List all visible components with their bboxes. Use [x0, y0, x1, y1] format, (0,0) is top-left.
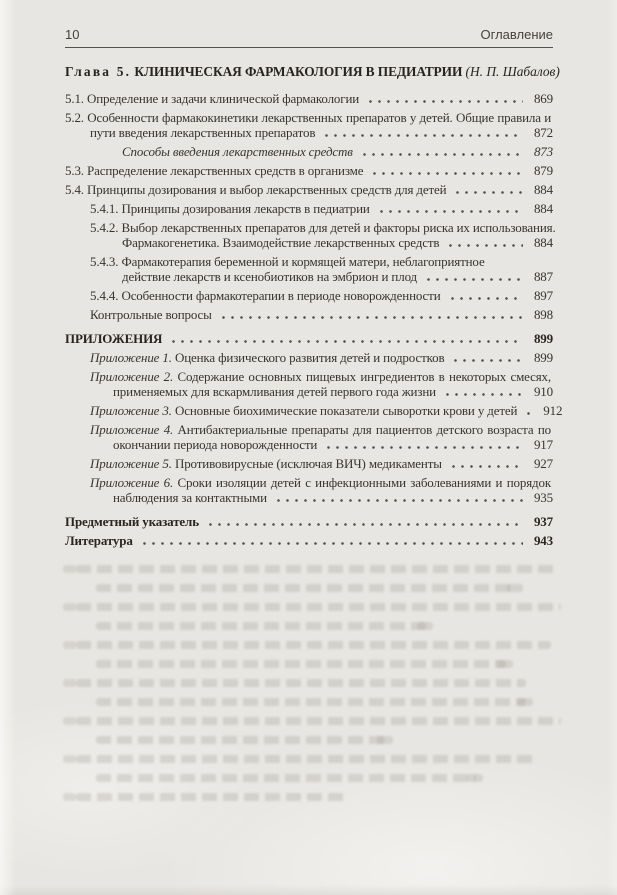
- toc-text: ПРИЛОЖЕНИЯ: [65, 331, 163, 346]
- ghost-text-line: [76, 679, 526, 687]
- toc-text: Приложение 5. Противовирусные (исключая ВИЧ) медикаменты: [90, 456, 442, 471]
- page-header: [65, 27, 553, 47]
- toc-entry: [65, 163, 553, 178]
- page-ref: 869: [533, 91, 553, 106]
- toc-lead: Приложение 5.: [90, 456, 172, 471]
- header-rule: [65, 47, 553, 48]
- toc-text: Приложение 2. Содержание основных пищевых ингредиентов в некоторых смесях,: [90, 369, 551, 384]
- page-ref: 879: [533, 163, 553, 178]
- ghost-text-line: [96, 622, 426, 630]
- page-ref: 899: [533, 331, 553, 346]
- ghost-text-line: [76, 641, 551, 649]
- toc-line: [65, 437, 553, 452]
- toc-line: [65, 163, 553, 178]
- dot-leader: [219, 308, 523, 321]
- toc-entry: [65, 514, 553, 529]
- toc-line: [65, 475, 553, 490]
- dot-leader: [451, 351, 523, 364]
- toc-line: [65, 307, 553, 322]
- chapter-heading: [65, 64, 560, 80]
- toc-line: [65, 403, 563, 418]
- toc-entry: [65, 182, 553, 197]
- toc-entry: [65, 220, 556, 250]
- toc-line: [65, 220, 556, 235]
- toc-line: [65, 350, 553, 365]
- page-ref: 897: [533, 288, 553, 303]
- toc-text: Приложение 3. Основные биохимические показатели сыворотки крови у детей: [90, 403, 518, 418]
- page-number: 10: [65, 27, 80, 42]
- ghost-text-line: [96, 698, 526, 706]
- toc-line: [65, 331, 553, 346]
- ghost-text-line: [76, 603, 561, 611]
- page-ref: 927: [533, 456, 553, 471]
- toc-entry: [65, 403, 563, 418]
- toc-text: применяемых для вскармливания детей первого года жизни: [113, 384, 436, 399]
- page-ref: 937: [533, 514, 553, 529]
- page-ref: 899: [533, 350, 553, 365]
- running-title: Оглавление: [480, 27, 553, 42]
- ghost-text-overlay: [62, 565, 562, 815]
- toc-line: [65, 182, 553, 197]
- dot-leader: [366, 92, 523, 105]
- toc-line: [65, 514, 553, 529]
- toc-text: 5.4. Принципы дозирования и выбор лекарственных средств для детей: [65, 182, 447, 197]
- toc-entry: [65, 533, 553, 548]
- page-ref: 887: [533, 269, 553, 284]
- toc-entry: [65, 110, 553, 140]
- ghost-text-line: [96, 736, 386, 744]
- toc-entry: [65, 91, 553, 106]
- ghost-text-line: [76, 755, 536, 763]
- toc-line: [65, 125, 553, 140]
- toc-entry: [65, 331, 553, 346]
- toc-text: 5.4.3. Фармакотерапия беременной и кормящей матери, неблагоприятное: [90, 254, 485, 269]
- page-ref: 943: [533, 533, 553, 548]
- toc-text: действие лекарств и ксенобиотиков на эмбрион и плод: [122, 269, 418, 284]
- page-ref: 872: [533, 125, 553, 140]
- toc-line: [65, 91, 553, 106]
- toc-line: [65, 384, 553, 399]
- toc-entry: [65, 456, 553, 471]
- dot-leader: [324, 438, 523, 451]
- toc-text: Приложение 6. Сроки изоляции детей с инфекционными заболеваниями и порядок: [90, 475, 552, 490]
- ghost-text-line: [96, 660, 506, 668]
- toc-text: 5.2. Особенности фармакокинетики лекарственных препаратов у детей. Общие правила и: [65, 110, 551, 125]
- dot-leader: [370, 164, 523, 177]
- toc-line: [65, 533, 553, 548]
- toc-text: 5.4.2. Выбор лекарственных препаратов для детей и факторы риска их использования.: [90, 220, 556, 235]
- toc-text: Приложение 1. Оценка физического развития детей и подростков: [90, 350, 445, 365]
- dot-leader: [377, 202, 523, 215]
- toc-entry: [65, 201, 553, 216]
- dot-leader: [360, 145, 523, 158]
- chapter-label: Глава 5.: [65, 64, 132, 79]
- toc-lead: Приложение 3.: [90, 403, 172, 418]
- toc-entry: [65, 475, 553, 505]
- page-ref: 898: [533, 307, 553, 322]
- page-content: [65, 27, 563, 552]
- toc-lead: Приложение 1.: [90, 350, 172, 365]
- toc-line: [65, 110, 553, 125]
- toc-text: Приложение 4. Антибактериальные препараты для пациентов детского возраста по: [90, 422, 551, 437]
- page-ref: 873: [533, 144, 553, 159]
- dot-leader: [446, 236, 523, 249]
- toc-entry: [65, 307, 553, 322]
- dot-leader: [140, 534, 523, 547]
- toc-text: Контрольные вопросы: [90, 307, 212, 322]
- page-ref: 917: [533, 437, 553, 452]
- toc-text: окончании периода новорожденности: [113, 437, 318, 452]
- ghost-text-line: [76, 793, 346, 801]
- toc-entry: [65, 288, 553, 303]
- toc-line: [65, 369, 553, 384]
- dot-leader: [448, 289, 523, 302]
- toc-lead: Приложение 2.: [90, 369, 174, 384]
- dot-leader: [206, 515, 523, 528]
- dot-leader: [274, 491, 523, 504]
- toc-text: Литература: [65, 533, 133, 548]
- page-ref: 884: [533, 182, 553, 197]
- dot-leader: [453, 183, 523, 196]
- toc-text: 5.1. Определение и задачи клинической фармакологии: [65, 91, 360, 106]
- toc-text: Фармакогенетика. Взаимодействие лекарственных средств: [122, 235, 440, 250]
- page-ref: 884: [533, 201, 553, 216]
- dot-leader: [524, 404, 532, 417]
- dot-leader: [169, 332, 523, 345]
- dot-leader: [449, 457, 523, 470]
- toc-line: [65, 456, 553, 471]
- ghost-text-line: [76, 717, 561, 725]
- toc-entry: [65, 144, 553, 159]
- chapter-title: КЛИНИЧЕСКАЯ ФАРМАКОЛОГИЯ В ПЕДИАТРИИ: [134, 64, 463, 79]
- ghost-text-line: [96, 584, 516, 592]
- toc-text: 5.4.1. Принципы дозирования лекарств в педиатрии: [90, 201, 370, 216]
- toc-line: [65, 288, 553, 303]
- toc-text: пути введения лекарственных препаратов: [90, 125, 316, 140]
- toc-line: [65, 269, 553, 284]
- ghost-text-line: [76, 565, 556, 573]
- page-ref: 935: [533, 490, 553, 505]
- toc-entry: [65, 369, 553, 399]
- toc-text: наблюдения за контактными: [113, 490, 267, 505]
- toc-line: [65, 235, 553, 250]
- toc-line: [65, 201, 553, 216]
- toc-line: [65, 422, 553, 437]
- toc-text: Способы введения лекарственных средств: [122, 144, 353, 159]
- ghost-text-line: [96, 774, 476, 782]
- toc-entry: [65, 254, 553, 284]
- dot-leader: [443, 385, 523, 398]
- toc-line: [65, 254, 553, 269]
- toc-line: [65, 490, 553, 505]
- toc-text: 5.4.4. Особенности фармакотерапии в периоде новорожденности: [90, 288, 441, 303]
- page-ref: 910: [533, 384, 553, 399]
- page-ref: 912: [543, 403, 563, 418]
- toc-text: Предметный указатель: [65, 514, 199, 529]
- chapter-author: (Н. П. Шабалов): [465, 64, 560, 79]
- toc-lead: Приложение 4.: [90, 422, 174, 437]
- toc-line: [65, 144, 553, 159]
- toc-text: 5.3. Распределение лекарственных средств в организме: [65, 163, 364, 178]
- toc-lead: Приложение 6.: [90, 475, 174, 490]
- page-ref: 884: [533, 235, 553, 250]
- toc-entry: [65, 350, 553, 365]
- toc-list: [65, 91, 563, 548]
- dot-leader: [322, 126, 523, 139]
- toc-entry: [65, 422, 553, 452]
- dot-leader: [424, 270, 523, 283]
